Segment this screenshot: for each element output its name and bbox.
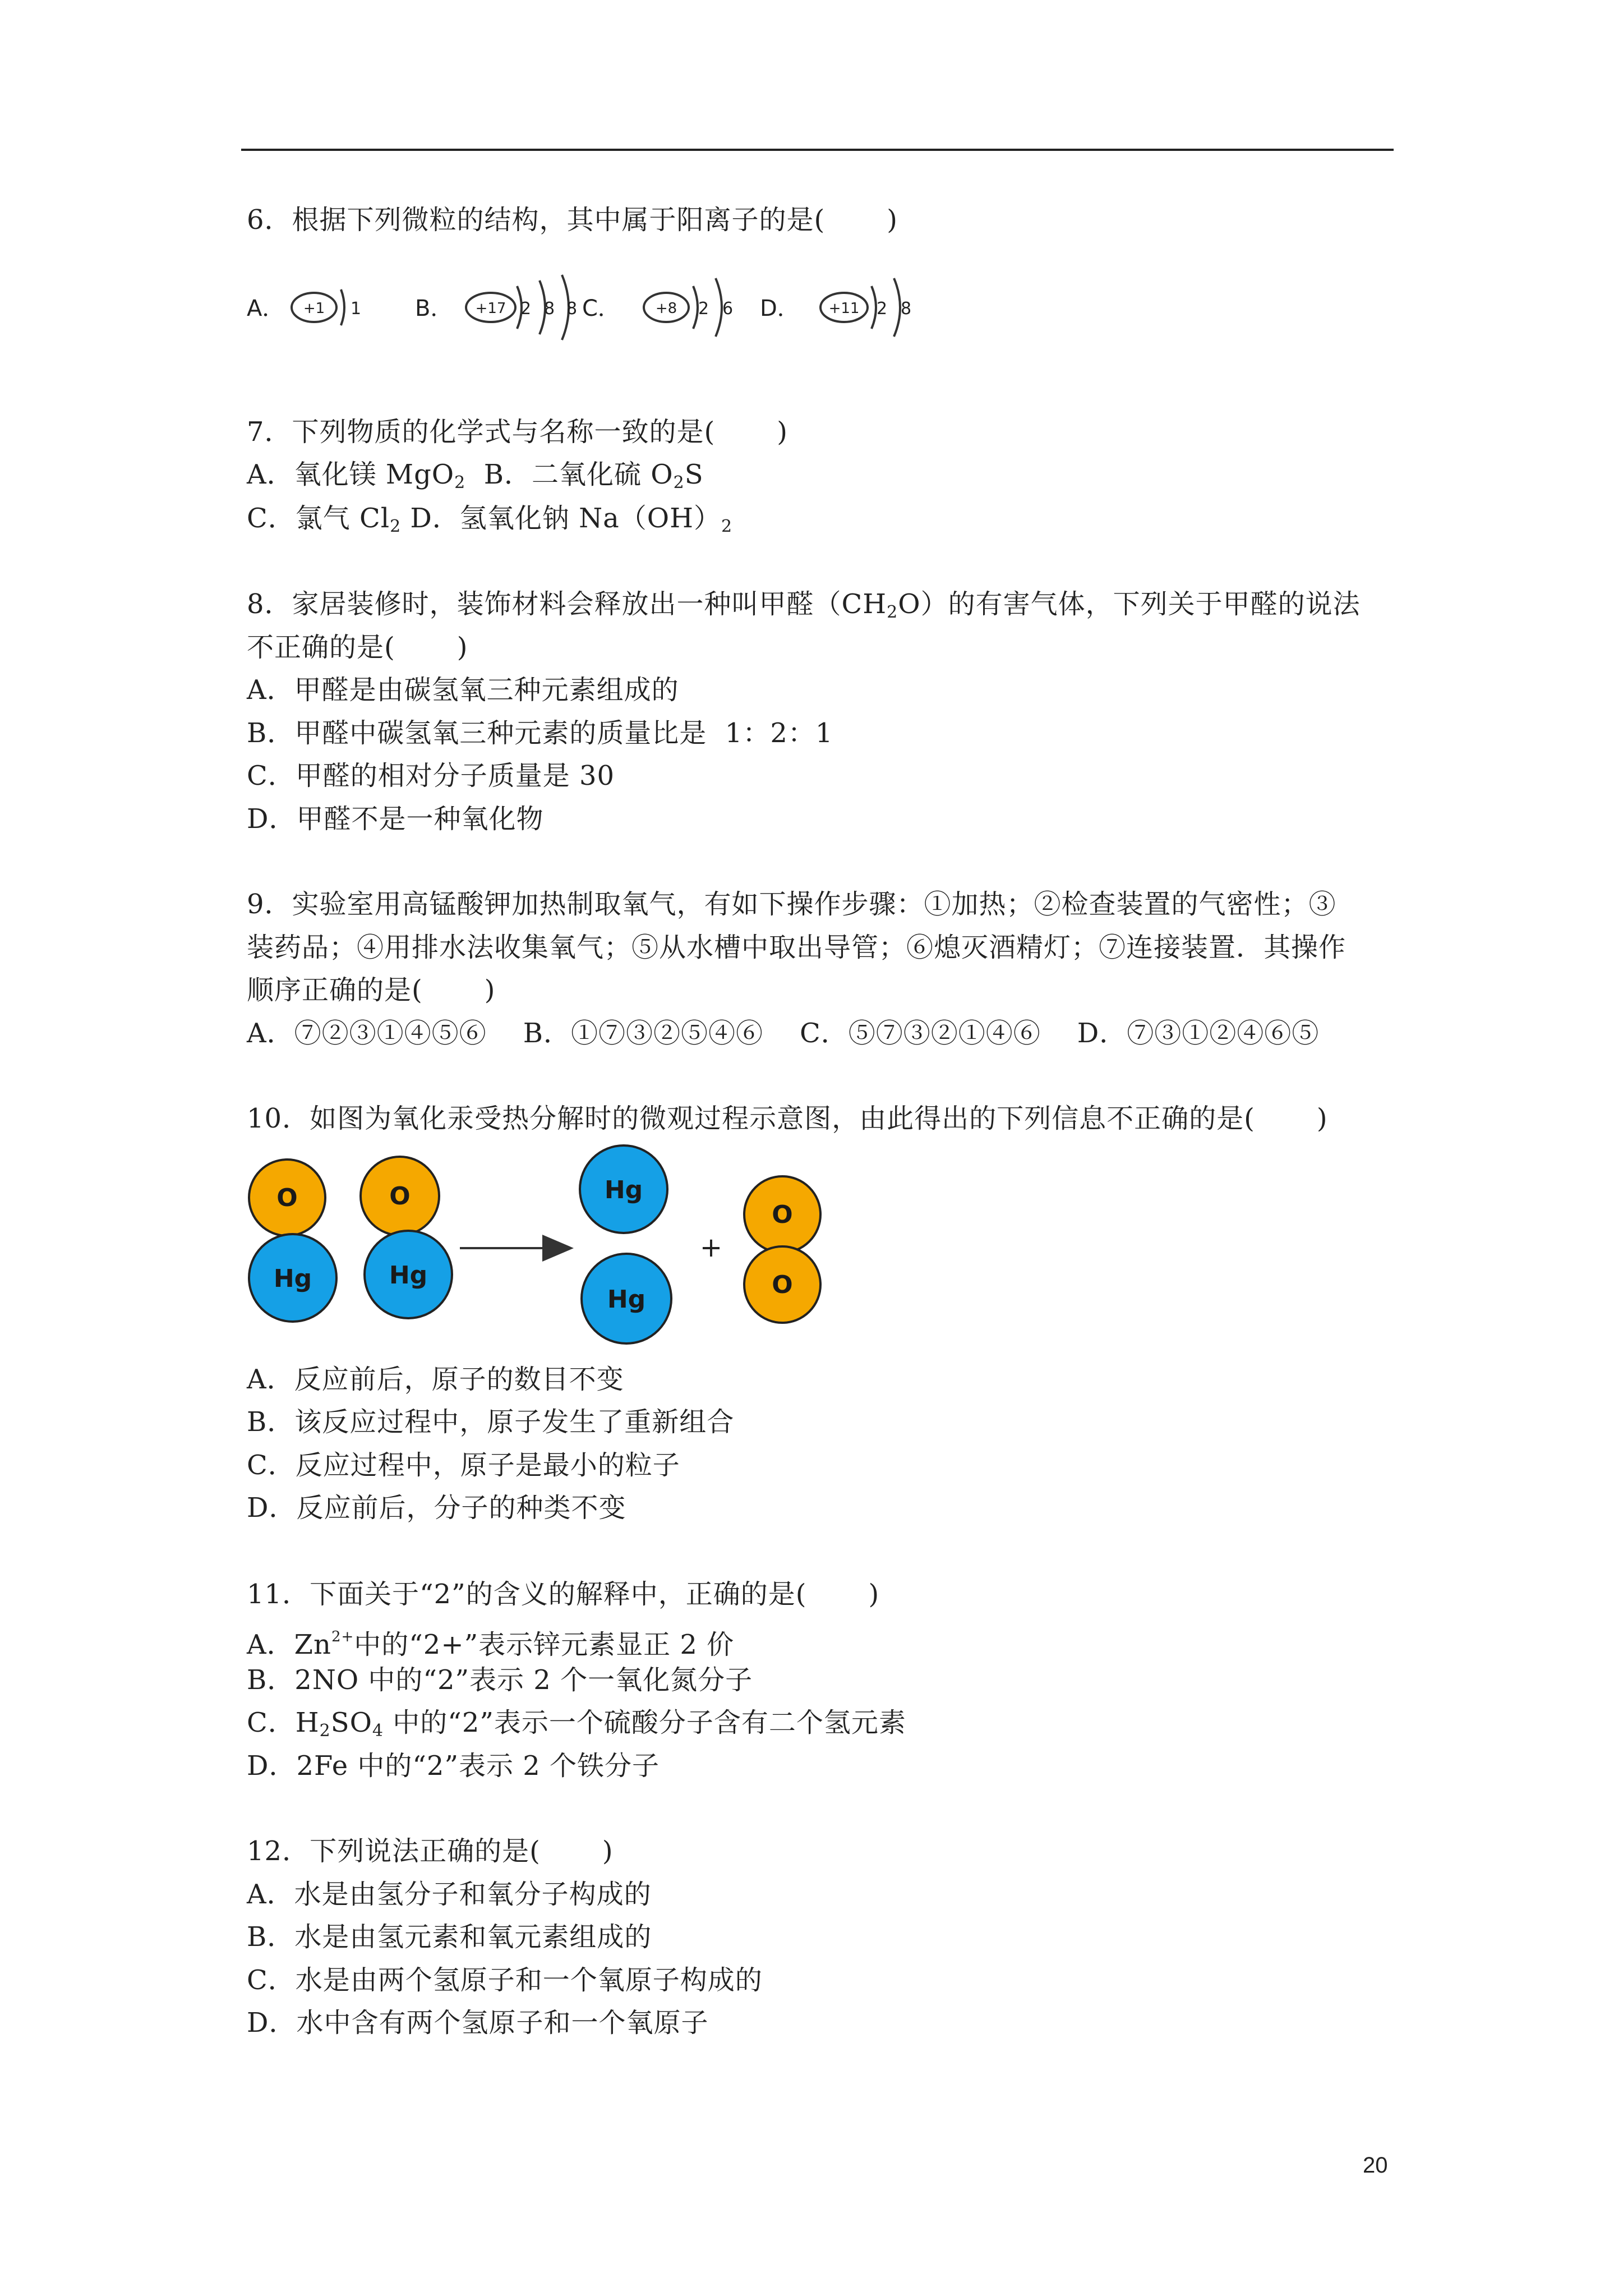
q6-a-shell: 1 (351, 299, 362, 319)
q7-stem: 7．下列物质的化学式与名称一致的是( ) (247, 416, 789, 448)
q9-options: A．⑦②③①④⑤⑥ B．①⑦③②⑤④⑥ C．⑤⑦③②①④⑥ D．⑦③①②④⑥⑤ (247, 1018, 1320, 1049)
q10-option-d: D．反应前后，分子的种类不变 (247, 1492, 626, 1524)
q9-stem-line3: 顺序正确的是( ) (247, 974, 496, 1006)
q12-option-d: D．水中含有两个氢原子和一个氧原子 (247, 2007, 709, 2039)
atom-label: O (772, 1200, 793, 1229)
q10-option-b: B．该反应过程中，原子发生了重新组合 (247, 1406, 735, 1438)
shell-arc (894, 278, 900, 337)
q6-atom-diagrams (241, 258, 970, 348)
q6-stem: 6．根据下列微粒的结构，其中属于阳离子的是( ) (247, 204, 898, 236)
q11-option-c: C．$H_2SO_4$ 中的“2”表示一个硫酸分子含有二个氢元素 (247, 1707, 906, 1741)
q7-options-cd: C．氯气 $Cl_2$ D．氢氧化钠 $Na(OH)_2$ (247, 503, 733, 536)
q8-option-a: A．甲醛是由碳氢氧三种元素组成的 (247, 674, 679, 706)
q6-option-d-letter: D． (760, 296, 800, 321)
q6-b-shell-2: 8 (544, 299, 555, 319)
shell-arc (716, 278, 722, 337)
q6-a-nucleus: +1 (303, 300, 325, 317)
q10-reaction-diagram (241, 1144, 858, 1352)
q10-stem: 10．如图为氧化汞受热分解时的微观过程示意图，由此得出的下列信息不正确的是( ) (247, 1103, 1328, 1134)
q10-option-c: C．反应过程中，原子是最小的粒子 (247, 1450, 680, 1481)
q11-option-d: D．2Fe 中的“2”表示 2 个铁分子 (247, 1750, 660, 1782)
q8-option-b: B．甲醛中碳氢氧三种元素的质量比是 1：2：1 (247, 717, 833, 749)
q9-stem-line1: 9．实验室用高锰酸钾加热制取氧气，有如下操作步骤：①加热；②检查装置的气密性；③ (247, 889, 1336, 920)
q6-option-b-letter: B． (415, 296, 453, 321)
q10-option-a: A．反应前后，原子的数目不变 (247, 1364, 624, 1395)
q8-option-d: D．甲醛不是一种氧化物 (247, 803, 544, 835)
atom-label: Hg (273, 1264, 312, 1293)
q6-b-nucleus: +17 (475, 300, 506, 317)
atom-label: Hg (389, 1261, 428, 1290)
q6-d-shell-1: 2 (877, 299, 888, 319)
q11-stem: 11．下面关于“2”的含义的解释中，正确的是( ) (247, 1579, 880, 1610)
shell-arc (341, 289, 344, 325)
header-rule (241, 149, 1394, 151)
q8-stem-line1: 8．家居装修时，装饰材料会释放出一种叫甲醛$(CH_2O)$的有害气体，下列关于甲醛的说法 (247, 588, 1361, 622)
page-number: 20 (1363, 2153, 1388, 2178)
shell-arc (872, 286, 876, 329)
q6-c-shell-1: 2 (698, 299, 709, 319)
q6-c-shell-2: 6 (722, 299, 734, 319)
q12-option-b: B．水是由氢元素和氧元素组成的 (247, 1921, 652, 1953)
q11-option-a: A．$Zn^{2+}$中的“2+”表示锌元素显正 2 价 (247, 1628, 735, 1660)
q6-option-a-letter: A． (247, 296, 285, 321)
q8-option-c: C．甲醛的相对分子质量是 30 (247, 760, 615, 792)
q12-option-a: A．水是由氢分子和氧分子构成的 (247, 1879, 652, 1910)
q12-stem: 12．下列说法正确的是( ) (247, 1835, 614, 1867)
q6-d-nucleus: +11 (828, 300, 860, 317)
q7-options-ab: A．氧化镁 MgO$_2$ B．二氧化硫 $O_2S$ (247, 459, 704, 493)
shell-arc (693, 286, 698, 329)
q6-d-shell-2: 8 (901, 299, 912, 319)
atom-label: O (276, 1184, 298, 1212)
q6-b-shell-3: 8 (566, 299, 578, 319)
atom-label: Hg (604, 1176, 643, 1204)
q6-option-c-letter: C． (582, 296, 620, 321)
plus-sign: + (699, 1232, 723, 1263)
q6-c-nucleus: +8 (655, 300, 677, 317)
atom-label: O (772, 1271, 793, 1299)
q9-stem-line2: 装药品；④用排水法收集氧气；⑤从水槽中取出导管；⑥熄灭酒精灯；⑦连接装置．其操作 (247, 932, 1347, 963)
q6-b-shell-1: 2 (520, 299, 532, 319)
q11-option-b: B．2NO 中的“2”表示 2 个一氧化氮分子 (247, 1664, 753, 1696)
q8-stem-line2: 不正确的是( ) (247, 632, 468, 663)
atom-label: O (389, 1182, 411, 1211)
atom-label: Hg (607, 1285, 646, 1314)
q12-option-c: C．水是由两个氢原子和一个氧原子构成的 (247, 1964, 763, 1996)
